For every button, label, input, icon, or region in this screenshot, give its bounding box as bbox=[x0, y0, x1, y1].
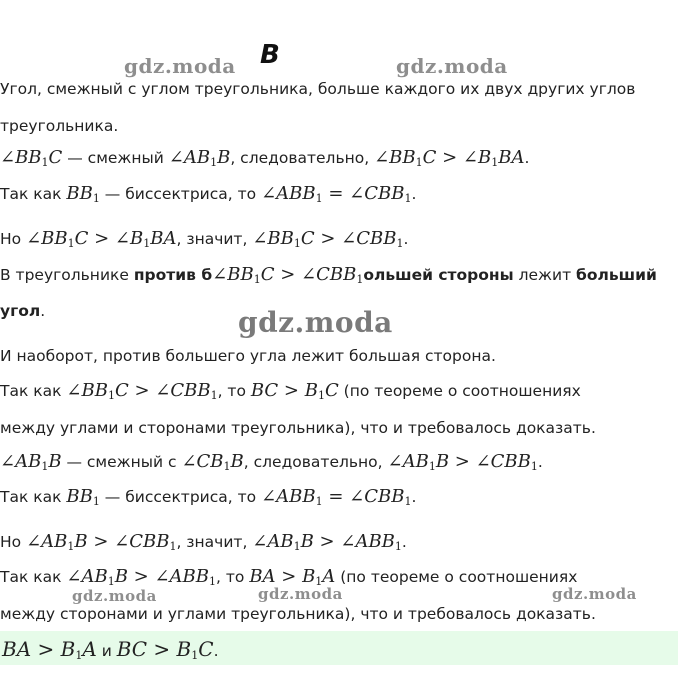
watermark: gdz.moda bbox=[396, 54, 508, 78]
text-line: между углами и сторонами треугольника), что и требовалось доказать. bbox=[0, 419, 596, 437]
watermark: gdz.moda bbox=[72, 587, 157, 605]
text-line: $\angle AB_1B$ — смежный с $\angle CB_1B$, следовательно, $\angle AB_1B$ > $\angle CBB_1$. bbox=[0, 451, 543, 473]
text-line: Но $\angle AB_1B$ > $\angle CBB_1$, значит, $\angle AB_1B$ > $\angle ABB_1$. bbox=[0, 531, 407, 553]
text-line: угол. bbox=[0, 302, 46, 320]
text-line: между сторонами и углами треугольника), что и требовалось доказать. bbox=[0, 605, 596, 623]
text-line: Угол, смежный с углом треугольника, больше каждого их двух других углов bbox=[0, 80, 636, 98]
watermark: gdz.moda bbox=[124, 54, 236, 78]
answer-text: BA > $B_1A$ и BC > $B_1C$. bbox=[2, 637, 219, 662]
watermark: gdz.moda bbox=[258, 585, 343, 603]
text-line: треугольника. bbox=[0, 117, 119, 135]
text-line: Так как $BB_1$ — биссектриса, то $\angle ABB_1$ = $\angle CBB_1$. bbox=[0, 183, 417, 205]
section-heading: B bbox=[260, 40, 280, 70]
text-line: В треугольнике против $б\angle BB_1C$ > $\angle CBB_1ольшей$ стороны лежит больший bbox=[0, 264, 657, 286]
text-line: Но $\angle BB_1C$ > $\angle B_1BA$, значит, $\angle BB_1C$ > $\angle CBB_1$. bbox=[0, 228, 409, 250]
text-line: Так как $\angle BB_1C$ > $\angle CBB_1$, то BC > $B_1C$ (по теореме о соотношениях bbox=[0, 380, 581, 402]
text-line: $\angle BB_1C$ — смежный $\angle AB_1B$, следовательно, $\angle BB_1C$ > $\angle B_1BA$. bbox=[0, 147, 530, 169]
text-line: И наоборот, против большего угла лежит большая сторона. bbox=[0, 347, 496, 365]
answer-box bbox=[0, 631, 678, 665]
watermark: gdz.moda bbox=[238, 306, 393, 339]
watermark: gdz.moda bbox=[552, 585, 637, 603]
text-line: Так как $\angle AB_1B$ > $\angle ABB_1$, то BA > $B_1A$ (по теореме о соотношениях bbox=[0, 566, 578, 588]
text-line: Так как $BB_1$ — биссектриса, то $\angle ABB_1$ = $\angle CBB_1$. bbox=[0, 486, 417, 508]
